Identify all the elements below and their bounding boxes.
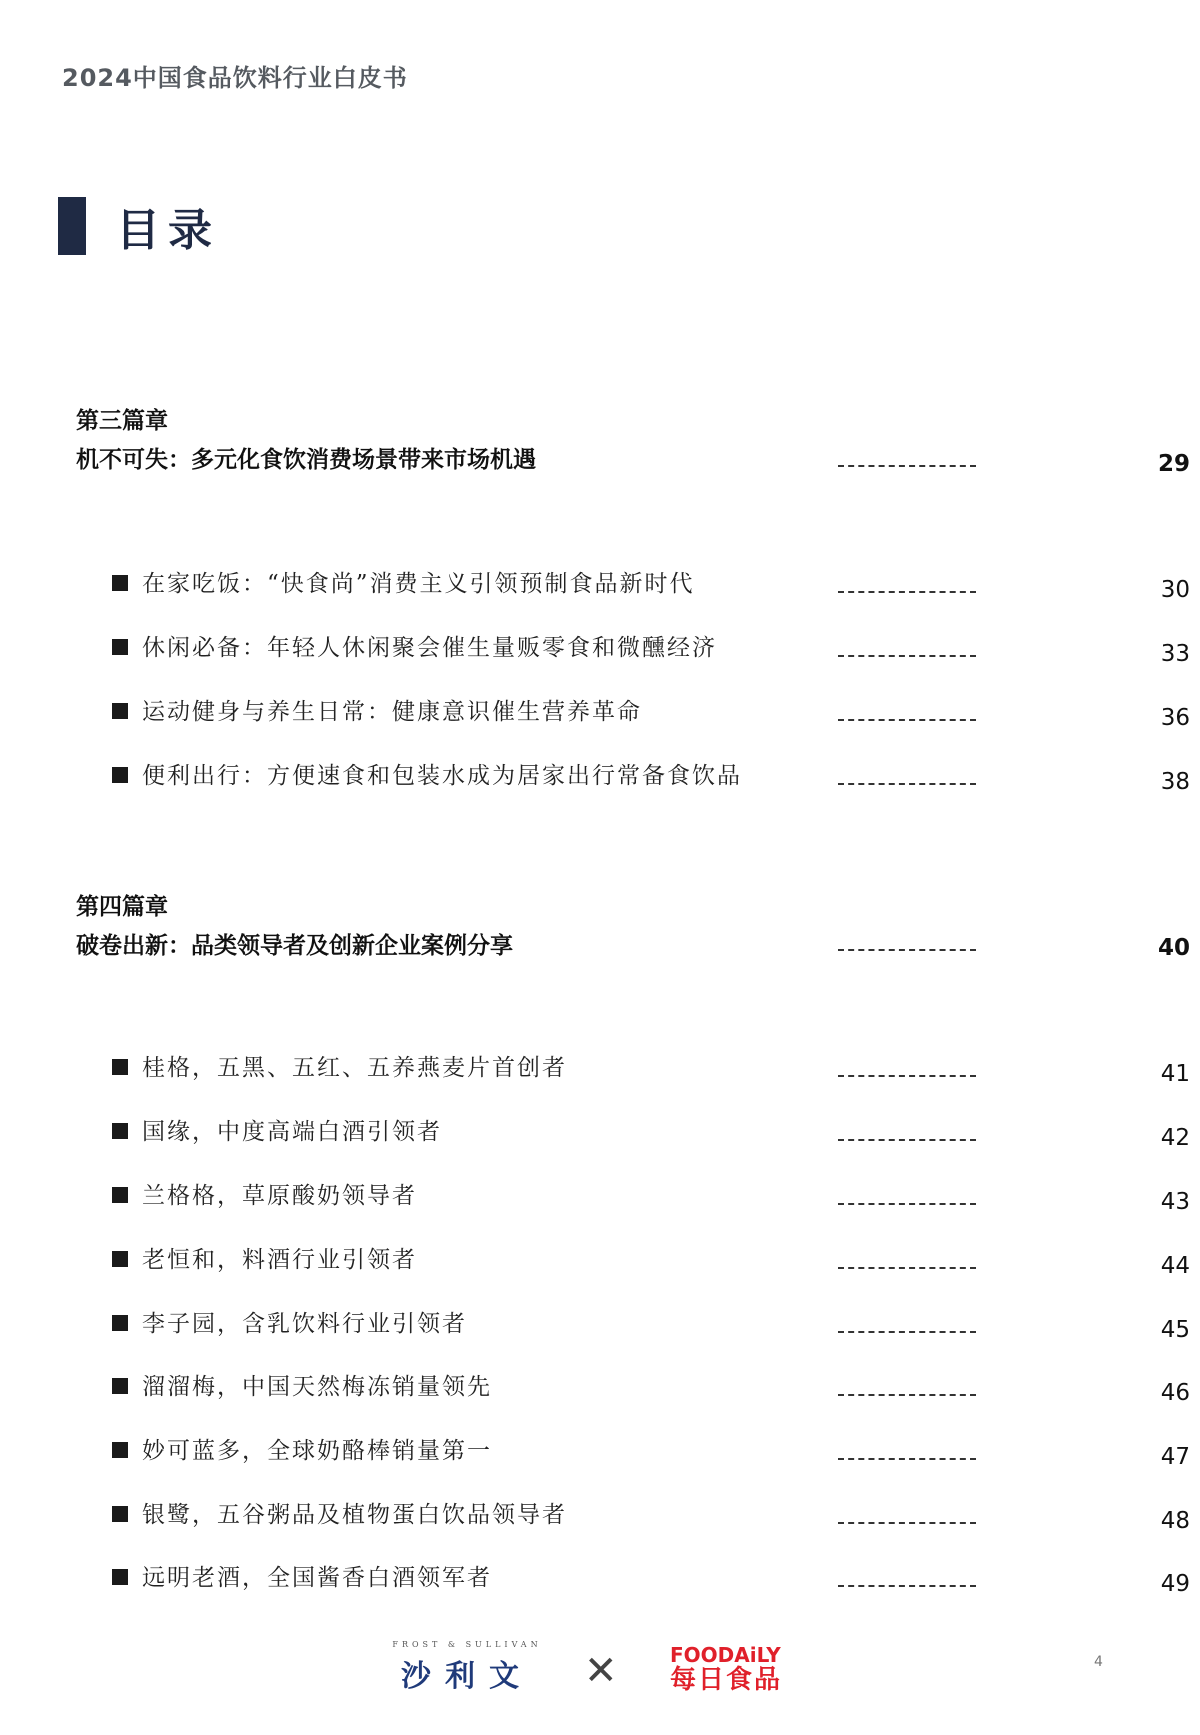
toc-leader: [838, 1394, 976, 1396]
toc-leader: [838, 1458, 976, 1460]
frost-sullivan-logo-cn: 沙利文: [401, 1659, 533, 1694]
toc-leader: [838, 1203, 976, 1205]
page-number[interactable]: 43: [1160, 1189, 1190, 1215]
page-number[interactable]: 46: [1160, 1380, 1190, 1406]
page-number[interactable]: 40: [1157, 935, 1190, 961]
toc-leader: [838, 1585, 976, 1587]
toc-item[interactable]: [112, 1113, 1140, 1153]
toc-leader: [838, 1267, 976, 1269]
toc-item[interactable]: [112, 757, 1140, 797]
toc-item-label: 银鹭，五谷粥品及植物蛋白饮品领导者: [142, 1502, 567, 1528]
page-number[interactable]: 30: [1160, 577, 1190, 603]
toc-leader: [838, 1331, 976, 1333]
square-bullet-icon: [112, 1059, 128, 1075]
square-bullet-icon: [112, 1378, 128, 1394]
toc-item[interactable]: [112, 1559, 1140, 1599]
page-number[interactable]: 38: [1160, 769, 1190, 795]
square-bullet-icon: [112, 1123, 128, 1139]
part-title[interactable]: 破卷出新：品类领导者及创新企业案例分享: [76, 932, 513, 959]
foodaily-logo-cn: 每日食品: [670, 1665, 783, 1695]
toc-leader: [838, 465, 976, 467]
toc-item[interactable]: [112, 1368, 1140, 1408]
page-number[interactable]: 48: [1160, 1508, 1190, 1534]
toc-item-label: 妙可蓝多，全球奶酪棒销量第一: [142, 1438, 492, 1464]
toc-item-label: 老恒和，料酒行业引领者: [142, 1247, 417, 1273]
toc-leader: [838, 783, 976, 785]
foodaily-logo-en: FOODAiLY: [670, 1643, 781, 1667]
page-number[interactable]: 47: [1160, 1444, 1190, 1470]
toc-item-label: 国缘，中度高端白酒引领者: [142, 1119, 442, 1145]
page-number[interactable]: 44: [1160, 1253, 1190, 1279]
page-number[interactable]: 36: [1160, 705, 1190, 731]
toc-item-label: 在家吃饭：“快食尚”消费主义引领预制食品新时代: [142, 571, 695, 597]
toc-leader: [838, 591, 976, 593]
toc-item-label: 李子园，含乳饮料行业引领者: [142, 1311, 467, 1337]
close-icon: ✕: [584, 1648, 618, 1694]
square-bullet-icon: [112, 575, 128, 591]
toc-leader: [838, 719, 976, 721]
toc-leader: [838, 949, 976, 951]
page-number[interactable]: 29: [1157, 451, 1190, 477]
square-bullet-icon: [112, 1569, 128, 1585]
square-bullet-icon: [112, 1442, 128, 1458]
toc-item-label: 溜溜梅，中国天然梅冻销量领先: [142, 1374, 492, 1400]
toc-item-label: 远明老酒，全国酱香白酒领军者: [142, 1565, 492, 1591]
toc-item[interactable]: [112, 1049, 1140, 1089]
toc-item-label: 运动健身与养生日常：健康意识催生营养革命: [142, 699, 642, 725]
toc-item[interactable]: [112, 1241, 1140, 1281]
part-label: 第四篇章: [76, 893, 168, 920]
footer: [0, 1640, 1200, 1700]
page-header-title: 2024中国食品饮料行业白皮书: [62, 64, 408, 92]
frost-sullivan-logo-en: FROST & SULLIVAN: [392, 1640, 542, 1649]
toc-item[interactable]: [112, 693, 1140, 733]
square-bullet-icon: [112, 767, 128, 783]
footer-page-number: 4: [1094, 1654, 1103, 1670]
square-bullet-icon: [112, 1506, 128, 1522]
frost-sullivan-logo: [382, 1640, 552, 1695]
part-4-heading: [76, 888, 1140, 960]
toc-leader: [838, 1522, 976, 1524]
toc-leader: [838, 1139, 976, 1141]
part-title[interactable]: 机不可失：多元化食饮消费场景带来市场机遇: [76, 446, 536, 473]
page-number[interactable]: 33: [1160, 641, 1190, 667]
toc-leader: [838, 1075, 976, 1077]
toc-heading-text: 目录: [116, 205, 220, 256]
toc-item-label: 兰格格，草原酸奶领导者: [142, 1183, 417, 1209]
toc-item[interactable]: [112, 629, 1140, 669]
toc-heading: [58, 197, 220, 255]
toc-item[interactable]: [112, 1305, 1140, 1345]
toc-item[interactable]: [112, 565, 1140, 605]
part-3-heading: [76, 402, 1140, 474]
toc-item[interactable]: [112, 1496, 1140, 1536]
square-bullet-icon: [112, 1251, 128, 1267]
toc-item-label: 桂格，五黑、五红、五养燕麦片首创者: [142, 1055, 567, 1081]
square-bullet-icon: [112, 1315, 128, 1331]
foodaily-logo: [670, 1644, 782, 1694]
toc-item[interactable]: [112, 1432, 1140, 1472]
part-label: 第三篇章: [76, 407, 168, 434]
toc-item-label: 休闲必备：年轻人休闲聚会催生量贩零食和微醺经济: [142, 635, 717, 661]
page-number[interactable]: 41: [1160, 1061, 1190, 1087]
toc-item[interactable]: [112, 1177, 1140, 1217]
page-number[interactable]: 45: [1160, 1317, 1190, 1343]
toc-item-label: 便利出行：方便速食和包装水成为居家出行常备食饮品: [142, 763, 742, 789]
square-bullet-icon: [112, 1187, 128, 1203]
square-bullet-icon: [112, 703, 128, 719]
page-number[interactable]: 42: [1160, 1125, 1190, 1151]
toc-heading-bar: [58, 197, 86, 255]
square-bullet-icon: [112, 639, 128, 655]
toc-leader: [838, 655, 976, 657]
page-number[interactable]: 49: [1160, 1571, 1190, 1597]
